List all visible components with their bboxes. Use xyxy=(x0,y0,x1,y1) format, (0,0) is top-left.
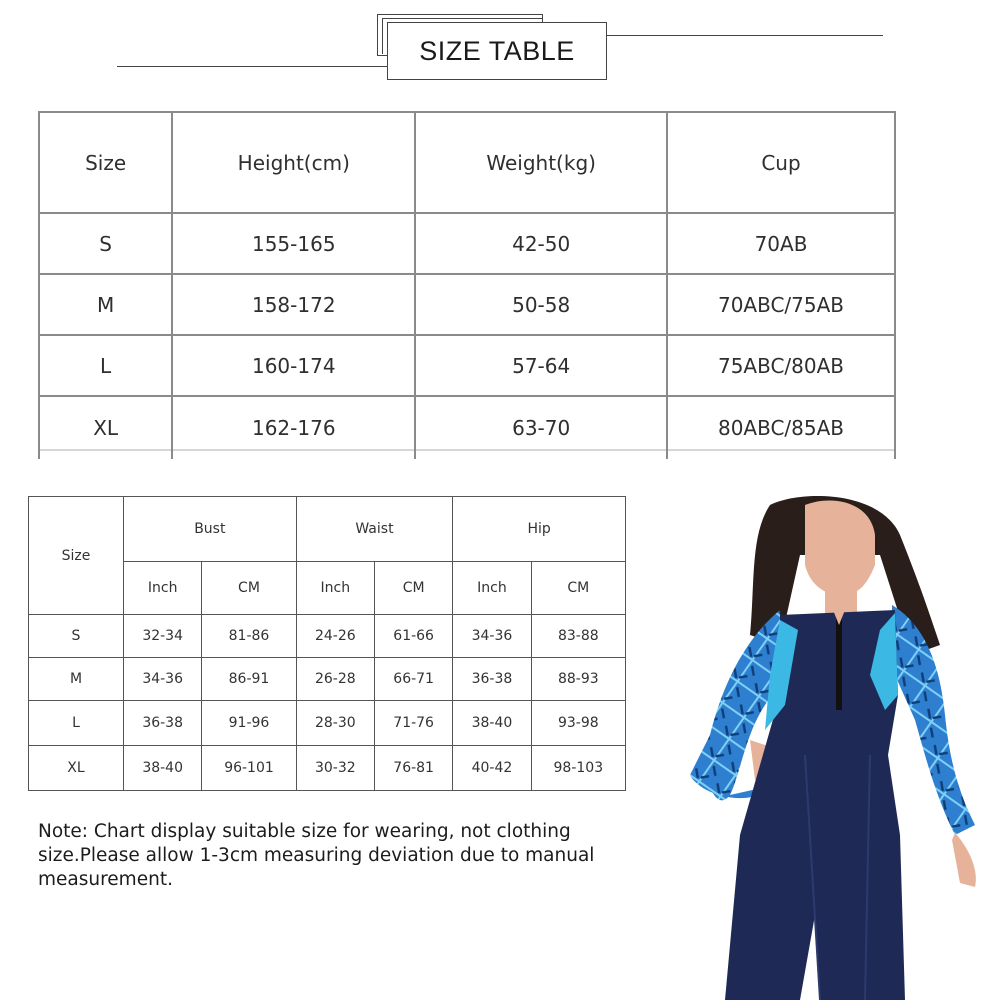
cell-size: L xyxy=(29,701,124,746)
subheader-cm: CM xyxy=(531,562,625,615)
cell-hip-cm: 83-88 xyxy=(531,615,625,658)
size-table-general xyxy=(38,111,896,459)
cell-height: 162-176 xyxy=(172,396,415,459)
cell-height: 160-174 xyxy=(172,335,415,396)
title-rule-right xyxy=(607,35,883,36)
cell-bust-inch: 32-34 xyxy=(124,615,202,658)
page-title: SIZE TABLE xyxy=(387,22,607,80)
table-bottom-edge xyxy=(38,449,896,455)
cell-size: M xyxy=(39,274,172,335)
header-hip: Hip xyxy=(453,497,626,562)
cell-cup: 70AB xyxy=(667,213,895,274)
cell-bust-cm: 91-96 xyxy=(202,701,296,746)
table-row xyxy=(29,746,626,791)
cell-size: M xyxy=(29,658,124,701)
table-row xyxy=(29,701,626,746)
note-line: Note: Chart display suitable size for wearing, not clothing xyxy=(38,821,571,842)
header-waist: Waist xyxy=(296,497,453,562)
header-bust: Bust xyxy=(124,497,297,562)
cell-bust-cm: 81-86 xyxy=(202,615,296,658)
table-row xyxy=(39,335,895,396)
cell-bust-cm: 96-101 xyxy=(202,746,296,791)
size-table-measurements xyxy=(28,496,626,791)
cell-hip-cm: 93-98 xyxy=(531,701,625,746)
cell-waist-cm: 76-81 xyxy=(374,746,452,791)
cell-waist-inch: 28-30 xyxy=(296,701,374,746)
cell-size: L xyxy=(39,335,172,396)
subheader-cm: CM xyxy=(374,562,452,615)
header-height: Height(cm) xyxy=(172,112,415,213)
header-cup: Cup xyxy=(667,112,895,213)
header-size: Size xyxy=(39,112,172,213)
header-weight: Weight(kg) xyxy=(415,112,667,213)
face xyxy=(805,500,875,595)
cell-size: XL xyxy=(29,746,124,791)
title-block xyxy=(0,0,1000,90)
cell-hip-cm: 88-93 xyxy=(531,658,625,701)
cell-hip-inch: 38-40 xyxy=(453,701,531,746)
cell-cup: 75ABC/80AB xyxy=(667,335,895,396)
cell-bust-cm: 86-91 xyxy=(202,658,296,701)
cell-bust-inch: 38-40 xyxy=(124,746,202,791)
cell-weight: 42-50 xyxy=(415,213,667,274)
cell-weight: 50-58 xyxy=(415,274,667,335)
cell-size: S xyxy=(29,615,124,658)
right-hand xyxy=(952,833,976,887)
table-header-row xyxy=(29,497,626,562)
table-row xyxy=(29,615,626,658)
header-size: Size xyxy=(29,497,124,615)
cell-waist-inch: 30-32 xyxy=(296,746,374,791)
cell-size: S xyxy=(39,213,172,274)
subheader-inch: Inch xyxy=(453,562,531,615)
cell-weight: 57-64 xyxy=(415,335,667,396)
model-photo xyxy=(630,495,1000,1000)
cell-waist-cm: 61-66 xyxy=(374,615,452,658)
cell-weight: 63-70 xyxy=(415,396,667,459)
cell-waist-cm: 66-71 xyxy=(374,658,452,701)
subheader-inch: Inch xyxy=(124,562,202,615)
table-row xyxy=(39,274,895,335)
cell-hip-inch: 34-36 xyxy=(453,615,531,658)
table-row xyxy=(39,213,895,274)
note-line: measurement. xyxy=(38,869,173,890)
title-rule-left xyxy=(117,66,387,67)
subheader-inch: Inch xyxy=(296,562,374,615)
cell-waist-cm: 71-76 xyxy=(374,701,452,746)
cell-waist-inch: 24-26 xyxy=(296,615,374,658)
table-row xyxy=(29,658,626,701)
cell-cup: 70ABC/75AB xyxy=(667,274,895,335)
cell-waist-inch: 26-28 xyxy=(296,658,374,701)
zipper xyxy=(836,615,842,710)
cell-cup: 80ABC/85AB xyxy=(667,396,895,459)
subheader-cm: CM xyxy=(202,562,296,615)
table-header-row xyxy=(39,112,895,213)
cell-height: 155-165 xyxy=(172,213,415,274)
cell-bust-inch: 34-36 xyxy=(124,658,202,701)
cell-hip-inch: 36-38 xyxy=(453,658,531,701)
cell-height: 158-172 xyxy=(172,274,415,335)
cell-bust-inch: 36-38 xyxy=(124,701,202,746)
cell-hip-cm: 98-103 xyxy=(531,746,625,791)
measurement-note xyxy=(38,820,638,892)
note-line: size.Please allow 1-3cm measuring deviation due to manual xyxy=(38,845,595,866)
cell-size: XL xyxy=(39,396,172,459)
cell-hip-inch: 40-42 xyxy=(453,746,531,791)
